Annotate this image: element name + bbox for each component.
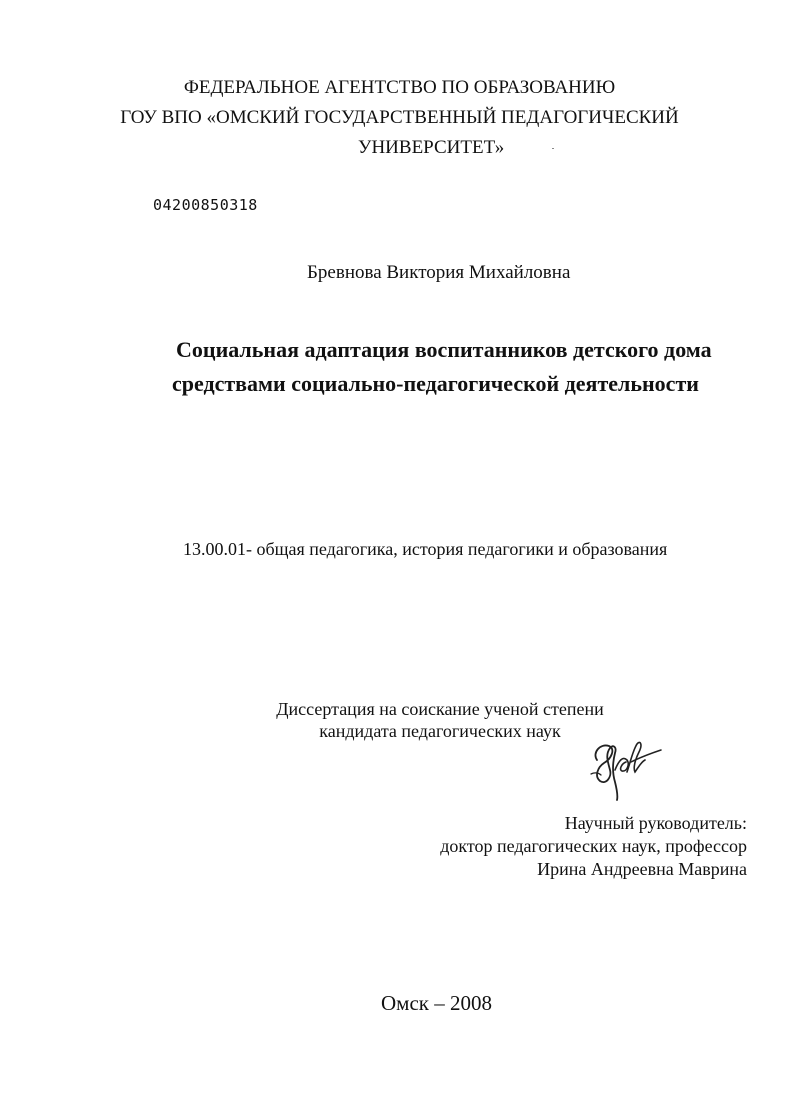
university-name-line1: ГОУ ВПО «ОМСКИЙ ГОСУДАРСТВЕННЫЙ ПЕДАГОГИЧЕСКИЙ (120, 107, 679, 128)
specialty-code: 13.00.01- общая педагогика, история педагогики и образования (183, 539, 668, 559)
supervisor-degree: доктор педагогических наук, профессор (440, 836, 747, 856)
registration-number: 04200850318 (153, 196, 258, 214)
supervisor-name: Ирина Андреевна Маврина (537, 859, 747, 879)
supervisor-label: Научный руководитель: (564, 813, 747, 833)
city-year: Омск – 2008 (381, 991, 492, 1015)
university-name-line2: УНИВЕРСИТЕТ» (358, 137, 505, 158)
scan-speck (552, 148, 554, 149)
signature-icon (583, 730, 665, 802)
dissertation-degree-line1: Диссертация на соискание ученой степени (276, 699, 604, 719)
supervisor-block (440, 812, 747, 881)
dissertation-degree-line2: кандидата педагогических наук (319, 721, 561, 741)
dissertation-title-line1: Социальная адаптация воспитанников детского дома (176, 337, 712, 362)
agency-name: ФЕДЕРАЛЬНОЕ АГЕНТСТВО ПО ОБРАЗОВАНИЮ (183, 77, 616, 98)
dissertation-degree-block (260, 698, 620, 742)
dissertation-title-line2: средствами социально-педагогической деятельности (172, 371, 699, 396)
author-name: Бревнова Виктория Михайловна (307, 262, 571, 283)
